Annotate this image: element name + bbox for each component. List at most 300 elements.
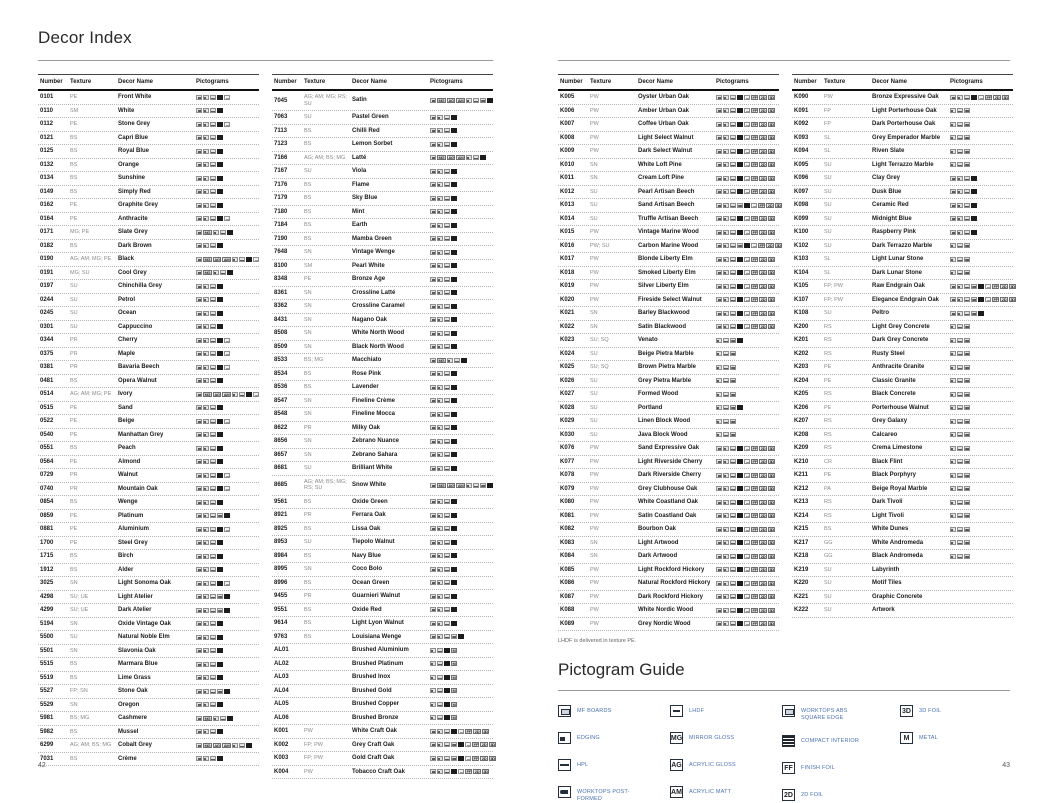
2d-foil-icon: 2D xyxy=(760,175,766,181)
decor-number: 8995 xyxy=(274,566,288,573)
3d-foil-icon: 3D xyxy=(776,243,781,249)
decor-number: K219 xyxy=(794,566,809,573)
texture-code: PE xyxy=(824,377,832,384)
hpl-icon xyxy=(730,135,736,140)
table-row xyxy=(38,685,259,699)
decor-number: K077 xyxy=(560,458,575,465)
2d-foil-icon: 2D xyxy=(1001,283,1007,289)
decor-name: Flame xyxy=(352,181,370,188)
worktops-post-formed-icon xyxy=(730,365,736,370)
worktops-post-formed-icon xyxy=(964,473,970,478)
texture-code: SN xyxy=(304,303,312,309)
hpl-icon xyxy=(210,459,216,464)
edging-icon xyxy=(430,661,436,666)
mf-boards-icon xyxy=(430,756,436,761)
decor-number: 5519 xyxy=(40,674,54,681)
worktops-post-formed-icon xyxy=(964,243,970,248)
lhdf-icon xyxy=(253,257,259,262)
worktops-post-formed-icon xyxy=(964,378,970,383)
decor-name: Birch xyxy=(118,553,134,559)
compact-interior-icon xyxy=(451,371,457,376)
compact-interior-icon xyxy=(217,135,223,140)
edging-icon xyxy=(203,284,209,289)
3d-foil-icon: 3D xyxy=(769,108,774,114)
edging-icon xyxy=(716,378,722,383)
edging-icon xyxy=(437,344,443,349)
hpl-icon xyxy=(444,513,450,518)
texture-code: CR xyxy=(824,458,832,465)
lhdf-icon xyxy=(744,567,750,572)
compact-interior-icon xyxy=(451,236,457,241)
edging-icon xyxy=(203,608,209,613)
texture-code: PW xyxy=(590,593,599,600)
texture-code: PE xyxy=(70,202,78,208)
decor-number: 0134 xyxy=(40,175,54,182)
edging-icon xyxy=(950,108,956,113)
decor-name: Latté xyxy=(352,154,367,161)
mf-boards-icon xyxy=(430,425,436,430)
3d-foil-icon: 3D xyxy=(769,135,774,141)
mf-boards-icon xyxy=(196,297,202,302)
mf-boards-icon xyxy=(196,743,202,748)
title-rule xyxy=(38,60,493,61)
table-row xyxy=(38,523,259,537)
compact-interior-icon xyxy=(444,688,450,693)
texture-code: AG; AM; MG; RS; SU xyxy=(304,94,348,107)
texture-code: SU xyxy=(824,242,832,249)
3d-foil-icon: 3D xyxy=(769,472,774,478)
pictogram-strip xyxy=(196,351,259,356)
table-row xyxy=(792,591,1013,605)
finish-foil-icon: FF xyxy=(752,553,757,559)
hpl-icon xyxy=(437,675,443,680)
compact-interior-icon xyxy=(737,95,743,100)
decor-number: AL01 xyxy=(274,647,289,654)
decor-number: 0162 xyxy=(40,202,54,209)
edging-icon xyxy=(716,392,722,397)
table-row xyxy=(272,341,493,355)
decor-number: K094 xyxy=(794,148,809,155)
lhdf-icon xyxy=(744,621,750,626)
hpl-icon xyxy=(210,405,216,410)
decor-number: 8996 xyxy=(274,579,288,586)
mf-boards-icon xyxy=(430,182,436,187)
decor-number: 7063 xyxy=(274,114,288,121)
texture-code: SU xyxy=(824,215,832,222)
decor-name: Graphite Grey xyxy=(118,202,159,208)
mf-boards-icon xyxy=(430,317,436,322)
pictogram-strip xyxy=(196,135,259,140)
mf-boards-icon xyxy=(430,607,436,612)
decor-name: Silver Liberty Elm xyxy=(638,283,689,289)
mf-boards-icon xyxy=(196,257,202,262)
table-row xyxy=(38,564,259,578)
lhdf-icon xyxy=(744,176,750,181)
decor-name: Royal Blue xyxy=(118,148,150,154)
decor-number: K078 xyxy=(560,472,575,479)
texture-code: BS xyxy=(70,661,78,667)
pictogram-strip xyxy=(716,122,779,127)
decor-name: Orange xyxy=(118,161,140,168)
3d-foil-icon: 3D xyxy=(769,486,774,492)
edging-icon xyxy=(203,122,209,127)
compact-interior-icon xyxy=(217,581,223,586)
pictogram-strip xyxy=(950,270,1013,275)
acrylic-gloss-icon: AG xyxy=(214,391,220,397)
compact-interior-icon xyxy=(451,331,457,336)
decor-name: White Coastland Oak xyxy=(638,499,699,505)
hpl-icon xyxy=(444,196,450,201)
lhdf-icon xyxy=(744,500,750,505)
pictogram-guide xyxy=(558,660,1010,803)
decor-number: K098 xyxy=(794,202,809,209)
hpl-icon xyxy=(444,263,450,268)
pictogram-strip xyxy=(716,108,779,113)
hpl-icon xyxy=(730,324,736,329)
decor-name: Peach xyxy=(118,445,136,451)
edging-icon xyxy=(203,729,209,734)
hpl-icon xyxy=(210,756,216,761)
pictogram-strip xyxy=(196,689,259,694)
2d-foil-icon: 2D xyxy=(760,108,766,114)
decor-number: 9455 xyxy=(274,593,288,600)
texture-code: SN xyxy=(590,539,598,546)
decor-number: AL04 xyxy=(274,687,289,694)
table-row xyxy=(558,537,779,551)
texture-code: SU xyxy=(590,391,598,397)
decor-number: 8536 xyxy=(274,384,288,391)
table-row xyxy=(558,105,779,119)
decor-name: Mamba Green xyxy=(352,235,392,242)
decor-name: Rose Pink xyxy=(352,370,382,377)
decor-number: 9614 xyxy=(274,620,288,627)
decor-name: Carbon Marine Wood xyxy=(638,242,699,249)
compact-interior-icon xyxy=(737,135,743,140)
finish-foil-icon: FF xyxy=(473,742,478,748)
decor-name: Grey Clubhouse Oak xyxy=(638,485,698,492)
decor-number: K024 xyxy=(560,350,575,357)
table-row xyxy=(272,260,493,274)
hpl-icon xyxy=(239,743,245,748)
metal-icon: M xyxy=(452,715,456,721)
hpl-icon xyxy=(444,607,450,612)
decor-number: 0125 xyxy=(40,148,54,155)
decor-name: Dusk Blue xyxy=(872,188,902,195)
decor-number: 0729 xyxy=(40,472,54,479)
edging-icon xyxy=(437,540,443,545)
compact-interior-icon xyxy=(451,263,457,268)
pictogram-strip xyxy=(716,324,779,329)
table-row xyxy=(38,145,259,159)
pictogram-strip xyxy=(196,95,259,100)
2d-foil-icon: 2D xyxy=(760,256,766,262)
texture-code: GG xyxy=(824,539,833,546)
hpl-icon xyxy=(957,432,963,437)
edging-icon xyxy=(957,203,963,208)
finish-foil-icon: FF xyxy=(986,94,991,100)
edging-icon xyxy=(957,216,963,221)
pictogram-strip xyxy=(716,473,779,478)
texture-code: RS xyxy=(824,418,832,424)
texture-code: PW xyxy=(590,283,599,289)
hpl-icon xyxy=(957,324,963,329)
texture-code: SN xyxy=(70,620,78,627)
texture-code: SN xyxy=(304,397,312,404)
mf-boards-icon xyxy=(196,135,202,140)
compact-interior-icon xyxy=(451,398,457,403)
table-row xyxy=(272,179,493,193)
table-row xyxy=(558,132,779,146)
decor-name: Porterhouse Walnut xyxy=(872,404,929,411)
pictogram-strip xyxy=(716,554,779,559)
worktops-post-formed-icon xyxy=(964,392,970,397)
3d-foil-icon: 3D xyxy=(769,310,774,316)
texture-code: SM xyxy=(70,107,79,114)
hpl-icon xyxy=(210,702,216,707)
compact-interior-icon xyxy=(971,230,977,235)
table-row xyxy=(792,294,1013,308)
decor-name: Pastel Green xyxy=(352,114,389,120)
decor-number: K018 xyxy=(560,269,575,276)
decor-name: Lissa Oak xyxy=(352,525,381,532)
decor-number: 8984 xyxy=(274,552,288,559)
decor-name: Barley Blackwood xyxy=(638,310,690,316)
edging-icon xyxy=(430,715,436,720)
decor-name: Grey Nordic Wood xyxy=(638,620,691,627)
hpl-icon xyxy=(210,608,216,613)
2d-foil-icon: 2D xyxy=(760,216,766,222)
texture-code: PR xyxy=(70,485,78,492)
pictogram-strip xyxy=(950,419,1013,424)
compact-interior-icon xyxy=(480,155,486,160)
texture-code: FP; PW xyxy=(824,283,843,289)
decor-number: 5529 xyxy=(40,701,54,708)
hpl-icon xyxy=(437,688,443,693)
table-row xyxy=(272,246,493,260)
edging-icon xyxy=(950,257,956,262)
decor-name: Brown Pietra Marble xyxy=(638,364,697,370)
lhdf-icon xyxy=(224,216,230,221)
decor-name: Blonde Liberty Elm xyxy=(638,256,693,262)
hpl-icon xyxy=(957,513,963,518)
decor-name: Petrol xyxy=(118,296,136,303)
texture-code: SN xyxy=(304,438,312,444)
decor-number: K217 xyxy=(794,539,809,546)
pictogram-strip xyxy=(430,483,494,488)
compact-interior-icon xyxy=(217,297,223,302)
decor-name: White Nordic Wood xyxy=(638,607,694,613)
finish-foil-icon: FF xyxy=(752,526,757,532)
pictogram-strip xyxy=(430,607,493,612)
decor-number: 0481 xyxy=(40,377,54,384)
hpl-icon xyxy=(437,648,443,653)
decor-number: K105 xyxy=(794,283,809,290)
mf-boards-icon xyxy=(196,594,202,599)
lhdf-icon xyxy=(744,581,750,586)
mf-boards-icon xyxy=(716,554,722,559)
texture-code: SU xyxy=(824,229,832,235)
edging-icon xyxy=(437,452,443,457)
texture-code: SU xyxy=(304,114,312,120)
edging-icon xyxy=(437,769,443,774)
finish-foil-icon: FF xyxy=(752,175,757,181)
worktops-post-formed-icon xyxy=(964,149,970,154)
table-row xyxy=(792,307,1013,321)
lhdf-icon xyxy=(751,243,757,248)
edging-icon xyxy=(203,338,209,343)
decor-number: 3025 xyxy=(40,580,54,587)
pictogram-strip xyxy=(950,527,1013,532)
decor-number: 8657 xyxy=(274,451,288,458)
table-row xyxy=(792,240,1013,254)
mf-boards-icon xyxy=(430,634,436,639)
decor-name: Light Artwood xyxy=(638,539,679,546)
table-row xyxy=(272,138,493,152)
compact-interior-icon xyxy=(971,176,977,181)
table-row xyxy=(272,725,493,739)
decor-number: 7167 xyxy=(274,168,288,175)
compact-interior-icon xyxy=(217,162,223,167)
mirror-gloss-icon: MG xyxy=(438,98,445,103)
pictogram-strip xyxy=(196,392,260,397)
mf-boards-icon xyxy=(716,270,722,275)
pictogram-strip xyxy=(196,621,259,626)
table-row xyxy=(272,273,493,287)
2d-foil-icon: 2D xyxy=(760,135,766,141)
hpl-icon xyxy=(964,230,970,235)
3d-foil-icon: 3D xyxy=(769,94,774,100)
decor-number: K090 xyxy=(794,94,809,101)
decor-number: AL02 xyxy=(274,660,289,667)
compact-interior-icon xyxy=(217,648,223,653)
hpl-icon xyxy=(730,554,736,559)
pictogram-strip xyxy=(716,176,779,181)
decor-name: Light Grey Concrete xyxy=(872,323,930,330)
texture-code: PE xyxy=(70,94,78,100)
pictogram-strip xyxy=(196,581,259,586)
finish-foil-icon: FF xyxy=(752,310,757,316)
texture-code: PW xyxy=(304,768,313,775)
texture-code: PW xyxy=(304,728,313,734)
3d-foil-icon: 3D xyxy=(776,202,781,208)
mf-boards-icon xyxy=(716,608,722,613)
lhdf-icon xyxy=(744,527,750,532)
table-row xyxy=(792,456,1013,470)
compact-interior-icon xyxy=(451,142,457,147)
hpl-icon xyxy=(444,385,450,390)
finish-foil-icon: FF xyxy=(466,769,471,775)
acrylic-matt-icon: AM xyxy=(457,98,464,103)
mf-boards-icon xyxy=(716,486,722,491)
decor-name: Navy Blue xyxy=(352,552,382,559)
mf-boards-icon xyxy=(716,594,722,599)
hpl-icon xyxy=(239,392,245,397)
pictogram-strip xyxy=(196,716,259,721)
edging-icon xyxy=(437,236,443,241)
mf-boards-icon xyxy=(716,527,722,532)
decor-number: K093 xyxy=(794,134,809,141)
table-row xyxy=(38,591,259,605)
decor-number: K080 xyxy=(560,499,575,506)
texture-code: PW xyxy=(590,526,599,532)
decor-number: 8925 xyxy=(274,525,288,532)
table-header-row xyxy=(792,74,1013,91)
table-row xyxy=(558,186,779,200)
finish-foil-icon: FF xyxy=(752,472,757,478)
decor-number: 0522 xyxy=(40,418,54,425)
pictogram-strip xyxy=(716,203,783,208)
finish-foil-icon: FF xyxy=(993,297,998,303)
2d-foil-icon: 2D xyxy=(760,513,766,519)
mf-boards-icon xyxy=(196,554,202,559)
hpl-icon xyxy=(730,581,736,586)
texture-code: PW xyxy=(590,134,599,141)
edging-icon xyxy=(437,223,443,228)
edging-icon xyxy=(723,176,729,181)
table-row xyxy=(272,314,493,328)
hpl-icon xyxy=(220,230,226,235)
table-row xyxy=(272,476,493,496)
decor-number: 0245 xyxy=(40,310,54,317)
decor-name: Zebrano Nuance xyxy=(352,438,400,444)
decor-number: 9763 xyxy=(274,633,288,640)
table-row xyxy=(792,253,1013,267)
3d-foil-icon: 3D xyxy=(769,567,774,573)
decor-name: Chinchilla Grey xyxy=(118,283,163,289)
pictogram-strip xyxy=(430,742,497,747)
decor-name: Sand xyxy=(118,404,133,411)
edging-icon xyxy=(723,257,729,262)
guide-item xyxy=(670,705,782,719)
mf-boards-icon xyxy=(430,290,436,295)
3d-foil-icon: 3D xyxy=(769,459,774,465)
guide-item-label: 3D FOIL xyxy=(919,708,942,714)
decor-number: 0540 xyxy=(40,431,54,438)
mirror-gloss-icon: MG xyxy=(438,482,445,488)
pictogram-strip xyxy=(196,459,259,464)
decor-number: 0881 xyxy=(40,526,54,533)
texture-code: SU xyxy=(590,377,598,384)
finish-foil-icon: FF xyxy=(752,513,757,519)
table-row xyxy=(792,280,1013,294)
hpl-icon xyxy=(444,452,450,457)
worktops-post-formed-icon xyxy=(964,527,970,532)
decor-number: 0112 xyxy=(40,121,54,128)
edging-icon xyxy=(203,378,209,383)
finish-foil-icon: FF xyxy=(752,459,757,465)
table-row xyxy=(272,111,493,125)
finish-foil-icon: FF xyxy=(752,216,757,222)
table-row xyxy=(38,631,259,645)
pictogram-strip xyxy=(950,486,1013,491)
hpl-icon xyxy=(444,567,450,572)
texture-code: BS xyxy=(70,134,78,141)
pictogram-strip xyxy=(950,203,1013,208)
worktops-post-formed-icon xyxy=(964,324,970,329)
decor-number: 8547 xyxy=(274,397,288,404)
metal-icon: M xyxy=(452,674,456,680)
hpl-icon xyxy=(730,567,736,572)
edging-icon xyxy=(716,365,722,370)
texture-code: PE xyxy=(70,215,78,222)
table-row xyxy=(38,726,259,740)
pictogram-strip xyxy=(716,338,779,343)
decor-number: K082 xyxy=(560,526,575,533)
table-row xyxy=(272,631,493,645)
edging-icon xyxy=(203,351,209,356)
mf-boards-icon xyxy=(196,716,202,721)
mf-boards-icon xyxy=(716,311,722,316)
